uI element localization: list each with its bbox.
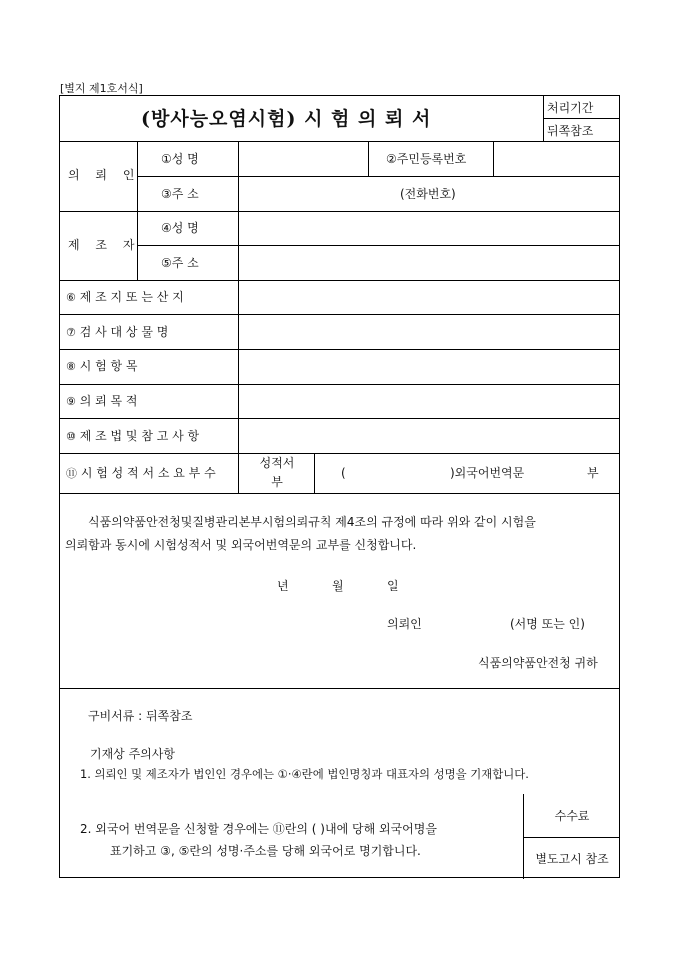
resident-number-label: ②주민등록번호 — [386, 152, 467, 166]
signature-label: (서명 또는 인) — [510, 617, 585, 631]
certificate-label: 성적서 — [259, 456, 295, 470]
requester-address-label: ③주 소 — [161, 187, 199, 201]
fee-value: 별도고시 참조 — [535, 852, 609, 866]
test-object-row — [66, 326, 168, 338]
applicant-label: 의뢰인 — [387, 617, 422, 631]
test-item-row — [66, 360, 138, 372]
manufacturer-address-label: ⑤주 소 — [161, 256, 199, 270]
note-1: 1. 의뢰인 및 제조자가 법인인 경우에는 ①·④란에 법인명칭과 대표자의 성명을 기재합니다. — [80, 767, 529, 781]
date-month: 월 — [332, 579, 344, 593]
row-number: ⑥ — [66, 291, 76, 304]
copies-row — [66, 467, 216, 479]
note-2-line-2: 표기하고 ③, ⑤란의 성명·주소를 당해 외국어로 명기합니다. — [110, 844, 421, 858]
paren-open: ( — [341, 466, 346, 480]
row-label: 시 험 성 적 서 소 요 부 수 — [80, 466, 216, 480]
request-form — [59, 95, 620, 878]
row-label: 검 사 대 상 물 명 — [79, 325, 169, 339]
recipient-label: 식품의약품안전청 귀하 — [478, 656, 598, 670]
statement-line-2: 의뢰함과 동시에 시험성적서 및 외국어번역문의 교부를 신청합니다. — [65, 538, 417, 552]
row-number: ⑪ — [66, 467, 77, 480]
statement-line-1: 식품의약품안전청및질병관리본부시험의뢰규칙 제4조의 규정에 따라 위와 같이 시험을 — [88, 515, 536, 529]
manufacturer-label: 제 조 자 — [68, 238, 141, 252]
fee-label: 수수료 — [554, 809, 590, 823]
row-number: ⑨ — [66, 395, 76, 408]
required-documents: 구비서류 : 뒤쪽참조 — [88, 709, 193, 723]
row-number: ⑩ — [66, 430, 76, 443]
row-label: 제 조 법 및 참 고 사 항 — [79, 429, 200, 443]
notes-heading: 기재상 주의사항 — [90, 747, 175, 761]
certificate-unit: 부 — [271, 475, 283, 489]
date-day: 일 — [387, 579, 399, 593]
form-title: (방사능오염시험) 시 험 의 뢰 서 — [141, 108, 432, 130]
manufacturer-name-label: ④성 명 — [161, 221, 199, 235]
requester-label: 의 뢰 인 — [68, 168, 141, 182]
foreign-translation-unit: 부 — [587, 466, 599, 480]
requester-name-label: ①성 명 — [161, 152, 199, 166]
method-notes-row — [66, 430, 199, 442]
processing-period-value: 뒤쪽참조 — [547, 124, 594, 138]
row-label: 제 조 지 또 는 산 지 — [79, 290, 184, 304]
row-label: 시 험 항 목 — [79, 359, 138, 373]
foreign-translation-label: )외국어번역문 — [450, 466, 525, 480]
note-2-line-1: 2. 외국어 번역문을 신청할 경우에는 ⑪란의 ( )내에 당해 외국어명을 — [80, 822, 437, 836]
date-year: 년 — [277, 579, 289, 593]
purpose-row — [66, 395, 138, 407]
row-label: 의 뢰 목 적 — [79, 394, 138, 408]
processing-period-label: 처리기간 — [547, 101, 594, 115]
phone-number-label: (전화번호) — [400, 187, 456, 201]
row-number: ⑦ — [66, 326, 76, 339]
origin-row — [66, 291, 184, 303]
row-number: ⑧ — [66, 360, 76, 373]
form-number-tag: [별지 제1호서식] — [60, 82, 143, 95]
